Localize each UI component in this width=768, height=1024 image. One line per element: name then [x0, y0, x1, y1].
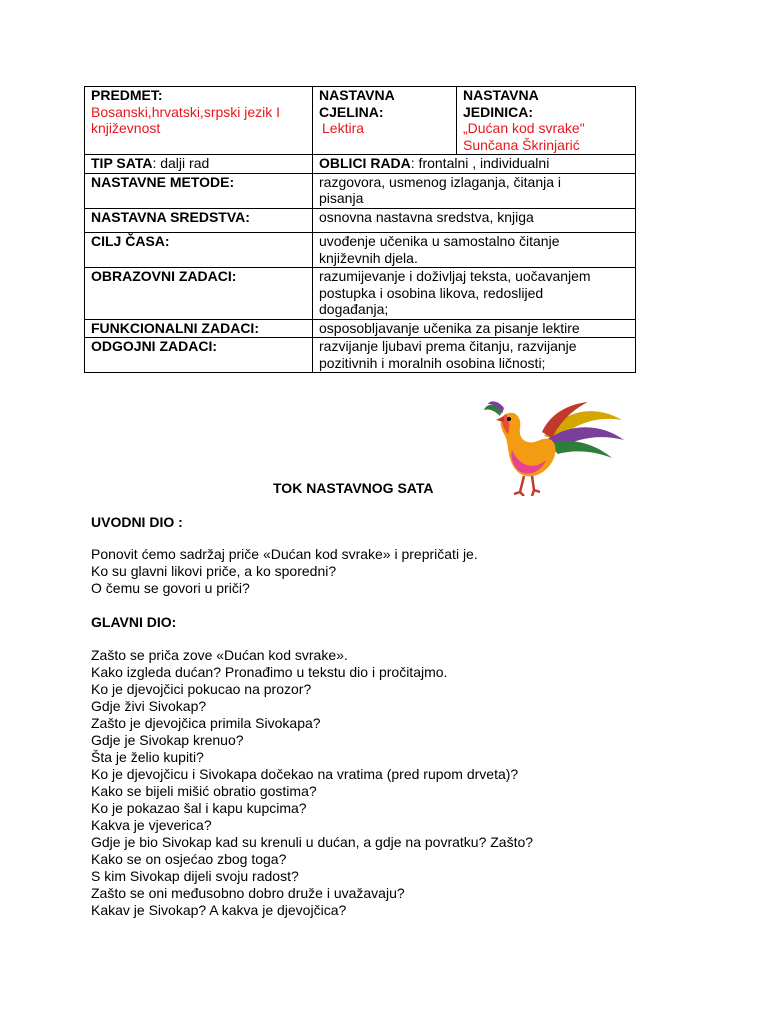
table-row — [85, 173, 636, 208]
lesson-label: NASTAVNA — [463, 87, 539, 103]
question-line: Kako se on osjećao zbog toga? — [91, 851, 287, 867]
question-line: Ponovit ćemo sadržaj priče «Dućan kod svrake» i prepričati je. — [91, 546, 478, 562]
row-value — [313, 233, 636, 268]
row-label: CILJ ČASA: — [85, 233, 313, 268]
subject-value-line: književnost — [91, 120, 161, 136]
question-line: Ko je djevojčicu i Sivokapa dočekao na vratima (pred rupom drveta)? — [91, 766, 519, 782]
unit-value: Lektira — [322, 120, 365, 136]
question-line: Gdje je Sivokap krenuo? — [91, 732, 244, 748]
table-cell — [85, 155, 313, 174]
row-value-line: osnovna nastavna sredstva, knjiga — [319, 208, 534, 225]
question-line: Šta je želio kupiti? — [91, 749, 204, 765]
table-row — [85, 338, 636, 373]
subject-cell — [85, 87, 313, 155]
row-value — [313, 268, 636, 320]
class-type-value: : dalji rad — [152, 155, 210, 171]
row-value-line: postupka i osobina likova, redoslijed — [319, 284, 544, 301]
intro-heading: UVODNI DIO : — [91, 514, 183, 530]
row-value — [313, 208, 636, 233]
lesson-plan-table — [84, 86, 636, 373]
row-value-line: razgovora, usmenog izlaganja, čitanja i — [319, 173, 562, 190]
question-line: O čemu se govori u priči? — [91, 580, 250, 596]
table-row — [85, 87, 636, 155]
row-value-line: razumijevanje i doživljaj teksta, uočavanjem — [319, 268, 591, 284]
row-value-line: događanja; — [319, 301, 389, 317]
question-line: Zašto se oni međusobno dobro druže i uvažavaju? — [91, 885, 405, 901]
work-forms-label: OBLICI RADA — [319, 155, 411, 171]
question-line: Ko je pokazao šal i kapu kupcima? — [91, 800, 307, 816]
class-type-label: TIP SATA — [91, 155, 153, 171]
lesson-title: „Dućan kod svrake" — [463, 120, 585, 136]
row-label: FUNKCIONALNI ZADACI: — [85, 319, 313, 338]
row-value-line: pozitivnih i moralnih osobina ličnosti; — [319, 354, 546, 371]
row-value — [313, 173, 636, 208]
row-value-line: razvijanje ljubavi prema čitanju, razvijanje — [319, 338, 577, 354]
table-row — [85, 319, 636, 338]
row-label: NASTAVNE METODE: — [85, 173, 313, 208]
question-line: Kako se bijeli mišić obratio gostima? — [91, 783, 317, 799]
question-line: Gdje je bio Sivokap kad su krenuli u dućan, a gdje na povratku? Zašto? — [91, 834, 534, 850]
row-label: OBRAZOVNI ZADACI: — [85, 268, 313, 320]
question-line: Zašto je djevojčica primila Sivokapa? — [91, 715, 321, 731]
row-label: NASTAVNA SREDSTVA: — [85, 208, 313, 233]
question-line: Ko su glavni likovi priče, a ko sporedni? — [91, 563, 337, 579]
main-questions — [91, 647, 533, 919]
unit-label: NASTAVNA — [319, 87, 395, 103]
row-value-line: osposobljavanje učenika za pisanje lektire — [319, 319, 580, 336]
question-line: Kako izgleda dućan? Pronađimo u tekstu dio i pročitajmo. — [91, 664, 448, 680]
unit-label: CJELINA: — [319, 103, 384, 120]
table-cell — [313, 155, 636, 174]
question-line: Gdje živi Sivokap? — [91, 698, 207, 714]
table-row — [85, 268, 636, 320]
lesson-author: Sunčana Škrinjarić — [463, 136, 580, 153]
lesson-cell — [457, 87, 636, 155]
row-value-line: pisanja — [319, 190, 364, 206]
row-label: ODGOJNI ZADACI: — [85, 338, 313, 373]
row-value-line: književnih djela. — [319, 249, 418, 266]
subject-label: PREDMET: — [91, 87, 163, 103]
question-line: S kim Sivokap dijeli svoju radost? — [91, 868, 299, 884]
subject-value-line: Bosanski,hrvatski,srpski jezik I — [91, 103, 281, 120]
question-line: Ko je djevojčici pokucao na prozor? — [91, 681, 312, 697]
table-row — [85, 233, 636, 268]
intro-questions — [91, 546, 478, 597]
bird-illustration — [484, 400, 626, 496]
row-value — [313, 338, 636, 373]
question-line: Zašto se priča zove «Dućan kod svrake». — [91, 647, 348, 663]
question-line: Kakva je vjeverica? — [91, 817, 212, 833]
lesson-label: JEDINICA: — [463, 103, 534, 120]
section-title: TOK NASTAVNOG SATA — [273, 480, 434, 496]
row-value-line: uvođenje učenika u samostalno čitanje — [319, 233, 560, 249]
question-line: Kakav je Sivokap? A kakva je djevojčica? — [91, 902, 347, 918]
row-value — [313, 319, 636, 338]
unit-cell — [313, 87, 457, 155]
work-forms-value: : frontalni , individualni — [410, 155, 550, 171]
main-heading: GLAVNI DIO: — [91, 614, 177, 630]
table-row — [85, 155, 636, 174]
table-row — [85, 208, 636, 233]
